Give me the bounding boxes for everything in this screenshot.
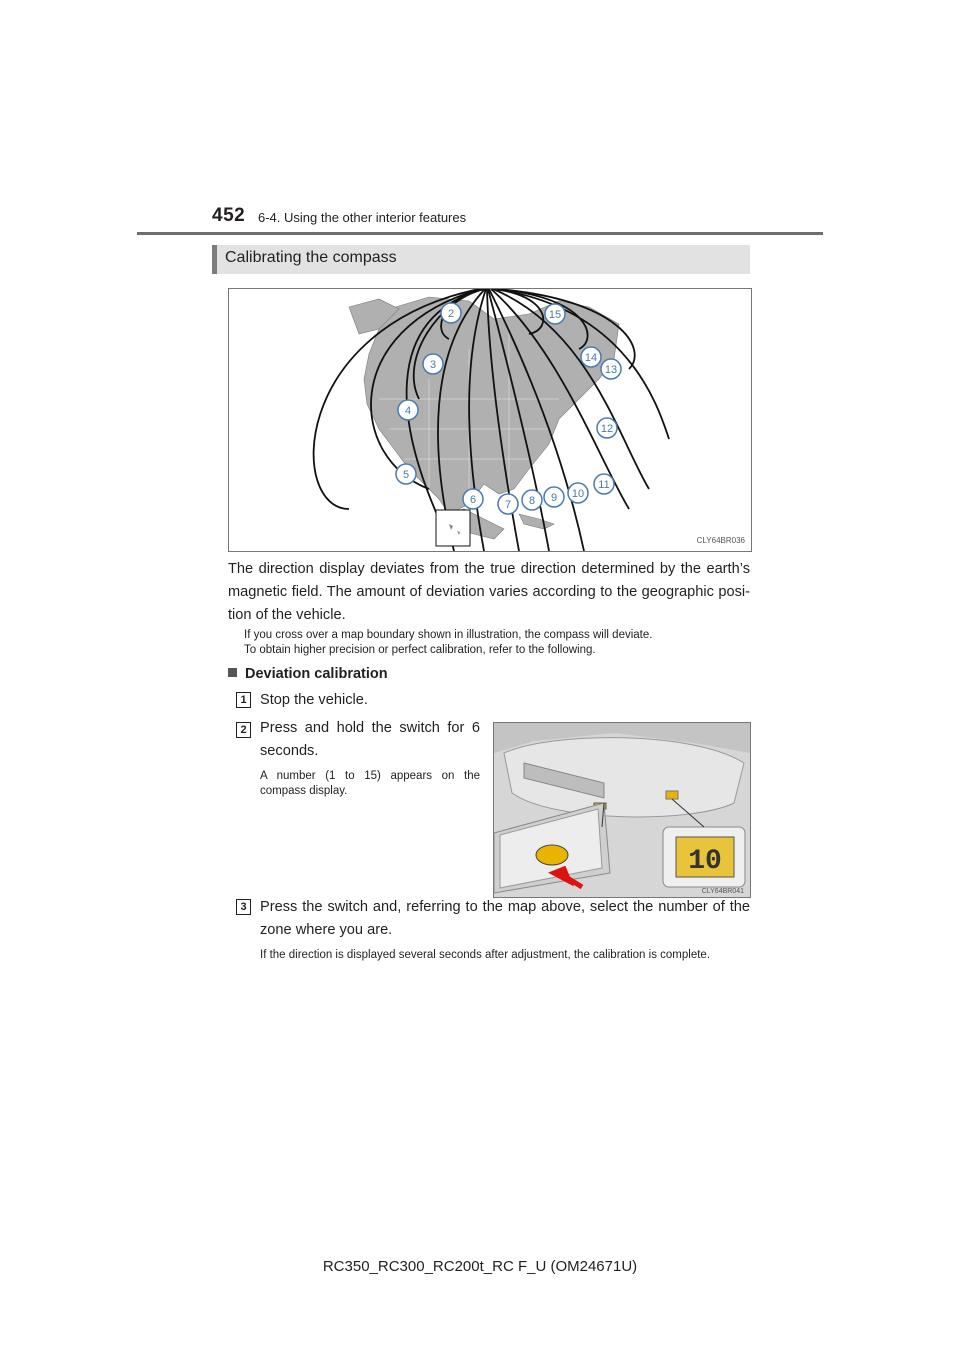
zone-label: 7 xyxy=(504,499,512,511)
step-text: Press the switch and, referring to the map above, select the number of the zone where you are. xyxy=(260,899,750,938)
subheading-text: Deviation calibration xyxy=(245,666,388,682)
page-number: 452 xyxy=(212,205,246,226)
section-title: Calibrating the compass xyxy=(225,249,397,266)
step-number-badge: 1 xyxy=(236,692,251,708)
zone-label: 12 xyxy=(600,423,614,435)
figure-code: CLY64BR041 xyxy=(701,888,744,895)
header-rule xyxy=(137,232,823,235)
section-title-bar xyxy=(212,245,750,274)
title-accent xyxy=(212,245,217,274)
step-note: If the direction is displayed several seconds after adjustment, the calibration is complete. xyxy=(260,949,711,961)
zone-label: 5 xyxy=(402,469,410,481)
rearview-mirror-figure xyxy=(493,722,751,898)
zone-label: 13 xyxy=(604,364,618,376)
zone-label: 10 xyxy=(571,488,585,500)
footer: RC350_RC300_RC200t_RC F_U (OM24671U) xyxy=(322,1258,638,1275)
zone-label: 15 xyxy=(548,309,562,321)
square-bullet-icon xyxy=(228,668,237,677)
note-line: If you cross over a map boundary shown in illustration, the compass will deviate. xyxy=(244,629,653,641)
compass-display-value: 10 xyxy=(688,846,722,877)
zone-label: 2 xyxy=(447,308,455,320)
zone-label: 4 xyxy=(404,405,412,417)
note-line: To obtain higher precision or perfect calibration, refer to the following. xyxy=(244,644,596,656)
zone-label: 14 xyxy=(584,352,598,364)
step-note: A number (1 to 15) appears on the compass display. xyxy=(260,770,480,797)
compass-zone-map xyxy=(228,288,752,552)
note xyxy=(244,628,750,658)
step-text: Press and hold the switch for 6 seconds. xyxy=(260,720,480,759)
zone-label: 9 xyxy=(550,492,558,504)
zone-label: 11 xyxy=(598,479,610,491)
zone-label: 3 xyxy=(429,359,437,371)
step-number-badge: 2 xyxy=(236,722,251,738)
body-paragraph: The direction display deviates from the true direction determined by the earth’s magnetic field. The amount of deviation varies according to the geographic posi- tion of the vehicle. xyxy=(228,561,750,623)
figure-code: CLY64BR036 xyxy=(696,536,745,545)
running-header: 6-4. Using the other interior features xyxy=(258,210,467,225)
step-number-badge: 3 xyxy=(236,899,251,915)
zone-label: 8 xyxy=(528,495,536,507)
subheading xyxy=(228,666,388,682)
zone-label: 6 xyxy=(469,494,477,506)
step-text: Stop the vehicle. xyxy=(260,692,368,708)
